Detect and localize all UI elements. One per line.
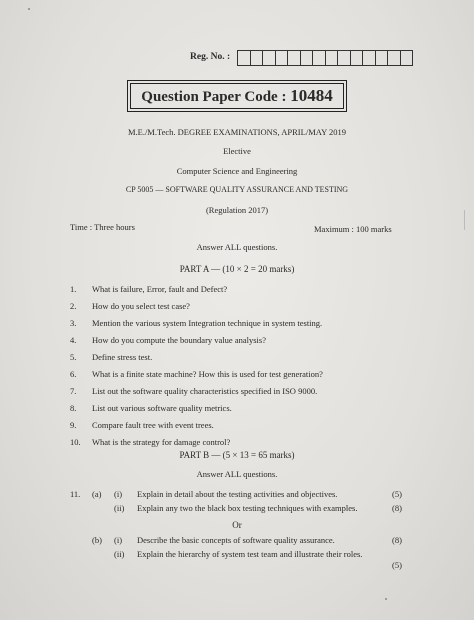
option-a-label: (a) (92, 489, 102, 499)
question-text: Mention the various system Integration technique in system testing. (92, 318, 323, 328)
marks: (5) (392, 489, 402, 499)
question-text: What is failure, Error, fault and Defect? (92, 284, 228, 294)
reg-no-digit-box (326, 51, 339, 65)
question-text: Describe the basic concepts of software quality assurance. (137, 535, 335, 545)
reg-no-digit-box (313, 51, 326, 65)
reg-no-digit-box (363, 51, 376, 65)
question-text: How do you select test case? (92, 301, 190, 311)
instruction-part-b: Answer ALL questions. (196, 469, 278, 479)
paper-speck (385, 598, 387, 600)
question-number: 9. (70, 420, 77, 430)
question-number: 1. (70, 284, 77, 294)
sub-ii-label: (ii) (114, 549, 125, 559)
sub-i-label: (i) (114, 489, 123, 499)
part-b-title: PART B — (5 × 13 = 65 marks) (179, 450, 295, 460)
exam-department: Computer Science and Engineering (176, 166, 298, 176)
option-b-label: (b) (92, 535, 102, 545)
reg-no-digit-box (288, 51, 301, 65)
course-title: CP 5005 — SOFTWARE QUALITY ASSURANCE AND TESTING (125, 185, 349, 194)
question-text: Explain the hierarchy of system test team and illustrate their roles. (137, 549, 363, 559)
reg-no-digit-box (238, 51, 251, 65)
reg-no-digit-box (276, 51, 289, 65)
exam-category: Elective (223, 146, 251, 156)
sub-i-label: (i) (114, 535, 123, 545)
reg-no-digit-box (351, 51, 364, 65)
part-a-title: PART A — (10 × 2 = 20 marks) (179, 264, 295, 274)
paper-edge-mark (464, 210, 465, 230)
reg-no-digit-box (251, 51, 264, 65)
regulation: (Regulation 2017) (205, 205, 269, 215)
qp-code-label: Question Paper Code : (141, 89, 287, 105)
question-number: 5. (70, 352, 77, 362)
marks: (8) (392, 503, 402, 513)
question-number: 8. (70, 403, 77, 413)
or-separator: Or (232, 520, 242, 530)
qp-code-number: 10484 (290, 86, 333, 105)
question-number: 10. (70, 437, 81, 447)
reg-no-digit-box (401, 51, 413, 65)
question-text: What is a finite state machine? How this is used for test generation? (92, 369, 323, 379)
question-number: 11. (70, 489, 81, 499)
sub-ii-label: (ii) (114, 503, 125, 513)
max-marks: Maximum : 100 marks (314, 224, 392, 234)
question-number: 4. (70, 335, 77, 345)
reg-no-boxes (237, 50, 413, 66)
question-text: What is the strategy for damage control? (92, 437, 231, 447)
exam-title: M.E./M.Tech. DEGREE EXAMINATIONS, APRIL/MAY 2019 (127, 127, 347, 137)
question-number: 3. (70, 318, 77, 328)
question-text: List out the software quality characteristics specified in ISO 9000. (92, 386, 318, 396)
question-text: List out various software quality metrics. (92, 403, 232, 413)
marks: (8) (392, 535, 402, 545)
reg-no-digit-box (263, 51, 276, 65)
reg-no-digit-box (301, 51, 314, 65)
question-paper-code-box (130, 83, 344, 109)
paper-speck (28, 8, 30, 10)
reg-no-digit-box (338, 51, 351, 65)
question-number: 2. (70, 301, 77, 311)
reg-no-digit-box (388, 51, 401, 65)
question-text: Compare fault tree with event trees. (92, 420, 214, 430)
question-text: Explain in detail about the testing activities and objectives. (137, 489, 338, 499)
question-text: Define stress test. (92, 352, 153, 362)
marks: (5) (392, 560, 402, 570)
reg-no-label: Reg. No. : (190, 52, 231, 62)
instruction-part-a: Answer ALL questions. (196, 242, 278, 252)
question-text: Explain any two the black box testing techniques with examples. (137, 503, 358, 513)
question-text: How do you compute the boundary value analysis? (92, 335, 266, 345)
exam-time: Time : Three hours (70, 222, 135, 232)
reg-no-digit-box (376, 51, 389, 65)
question-number: 6. (70, 369, 77, 379)
question-number: 7. (70, 386, 77, 396)
